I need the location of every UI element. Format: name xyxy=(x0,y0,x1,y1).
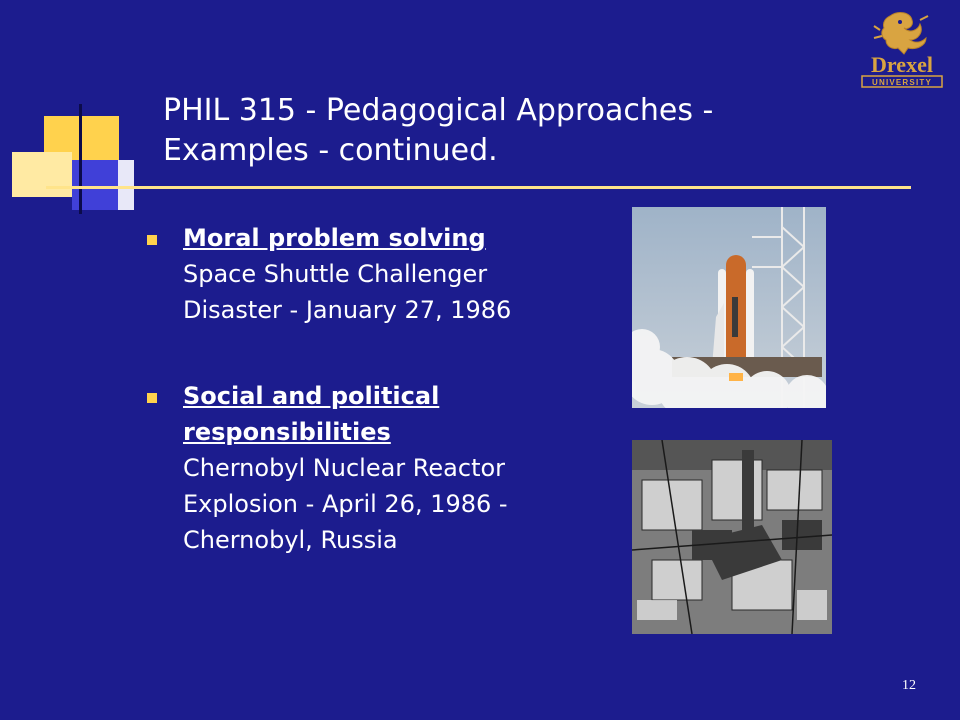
decor-square-white xyxy=(118,160,134,210)
bullet-description: Space Shuttle Challenger Disaster - January 27, 1986 xyxy=(183,260,512,324)
bullet-item xyxy=(145,378,585,558)
svg-text:UNIVERSITY: UNIVERSITY xyxy=(871,78,933,87)
bullet-description: Chernobyl Nuclear Reactor Explosion - April 26, 1986 - Chernobyl, Russia xyxy=(183,454,508,554)
bullet-item xyxy=(145,220,585,328)
decor-square-light-yellow xyxy=(12,152,72,197)
title-underline xyxy=(46,186,911,189)
svg-text:Drexel: Drexel xyxy=(871,52,933,77)
dragon-icon xyxy=(860,8,945,88)
bullet-heading: Social and political responsibilities xyxy=(183,382,440,446)
decor-vertical-line xyxy=(79,104,82,214)
bullet-list xyxy=(145,220,585,558)
space-shuttle-launch-photo xyxy=(632,207,826,408)
chernobyl-reactor-photo xyxy=(632,440,832,634)
bullet-heading: Moral problem solving xyxy=(183,224,486,252)
drexel-logo xyxy=(860,8,945,88)
page-number: 12 xyxy=(902,678,916,693)
slide-title: PHIL 315 - Pedagogical Approaches - Examples - continued. xyxy=(163,93,714,168)
bullet-marker xyxy=(147,235,157,245)
bullet-marker xyxy=(147,393,157,403)
